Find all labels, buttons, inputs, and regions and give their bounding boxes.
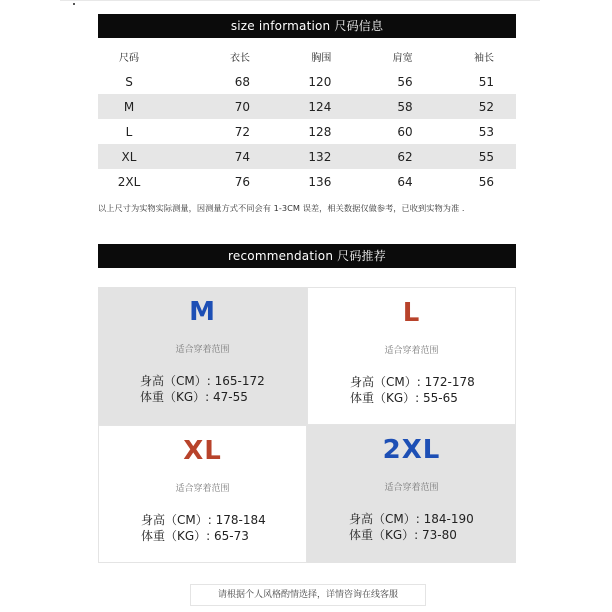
measurement-note: 以上尺寸为实物实际测量，因测量方式不同会有 1-3CM 误差，相关数据仅做参考，已收到实物为准 . <box>98 203 465 213</box>
table-row <box>98 94 516 119</box>
footer-note: 请根据个人风格酌情选择，详情咨询在线客服 <box>190 584 426 606</box>
table-row <box>98 119 516 144</box>
recommend-size-label: M <box>189 297 216 327</box>
recommend-caption: 适合穿着范围 <box>175 345 230 355</box>
cell-shoulder: 60 <box>397 124 413 139</box>
recommend-caption: 适合穿着范围 <box>384 346 439 356</box>
cell-chest: 132 <box>272 144 353 169</box>
cell-chest: 128 <box>308 124 332 139</box>
recommend-card-xl <box>98 425 307 563</box>
recommend-weight: 体重（KG）: 55-65 <box>350 391 458 405</box>
cell-length: 74 <box>160 144 272 169</box>
cell-size: 2XL <box>117 174 141 189</box>
cell-size: XL <box>98 144 160 169</box>
cell-length: 76 <box>234 174 250 189</box>
header-size: 尺码 <box>119 53 139 64</box>
recommend-height: 身高（CM）: 184-190 <box>349 512 474 526</box>
recommendation-grid <box>98 287 516 563</box>
header-shoulder: 肩宽 <box>392 53 413 64</box>
header-length: 衣长 <box>230 53 250 64</box>
cell-size: L <box>125 124 133 139</box>
cell-shoulder: 62 <box>353 144 434 169</box>
recommend-card-m <box>98 287 307 425</box>
cell-chest: 124 <box>272 94 353 119</box>
recommend-caption: 适合穿着范围 <box>175 484 230 494</box>
cell-size: S <box>125 74 133 89</box>
cell-size: M <box>98 94 160 119</box>
cell-length: 72 <box>234 124 250 139</box>
cell-chest: 136 <box>308 174 332 189</box>
recommend-weight: 体重（KG）: 65-73 <box>141 529 249 543</box>
header-chest: 胸围 <box>311 53 332 64</box>
size-table-header-row <box>98 44 516 69</box>
table-row <box>98 169 516 194</box>
cell-shoulder: 58 <box>353 94 434 119</box>
recommend-weight: 体重（KG）: 73-80 <box>349 528 457 542</box>
recommend-card-2xl <box>307 425 516 563</box>
cell-sleeve: 53 <box>478 124 494 139</box>
recommend-height: 身高（CM）: 165-172 <box>140 374 265 388</box>
header-sleeve: 袖长 <box>474 53 494 64</box>
cell-shoulder: 64 <box>397 174 413 189</box>
recommend-height: 身高（CM）: 178-184 <box>141 513 266 527</box>
cell-sleeve: 52 <box>435 94 516 119</box>
top-divider <box>60 0 540 1</box>
recommend-height: 身高（CM）: 172-178 <box>350 375 475 389</box>
cell-length: 70 <box>160 94 272 119</box>
size-table <box>98 44 516 194</box>
recommendation-header: recommendation 尺码推荐 <box>98 244 516 268</box>
cell-length: 68 <box>234 74 250 89</box>
recommend-weight: 体重（KG）: 47-55 <box>140 390 248 404</box>
recommend-card-l <box>307 287 516 425</box>
table-row <box>98 69 516 94</box>
recommend-size-label: 2XL <box>382 435 441 465</box>
size-information-header: size information 尺码信息 <box>98 14 516 38</box>
recommend-size-label: XL <box>183 436 222 466</box>
cell-shoulder: 56 <box>397 74 413 89</box>
recommend-caption: 适合穿着范围 <box>384 483 439 493</box>
cell-sleeve: 51 <box>478 74 494 89</box>
cell-chest: 120 <box>308 74 332 89</box>
recommend-size-label: L <box>402 298 421 328</box>
corner-dot <box>73 3 75 5</box>
cell-sleeve: 55 <box>435 144 516 169</box>
cell-sleeve: 56 <box>478 174 494 189</box>
table-row <box>98 144 516 169</box>
